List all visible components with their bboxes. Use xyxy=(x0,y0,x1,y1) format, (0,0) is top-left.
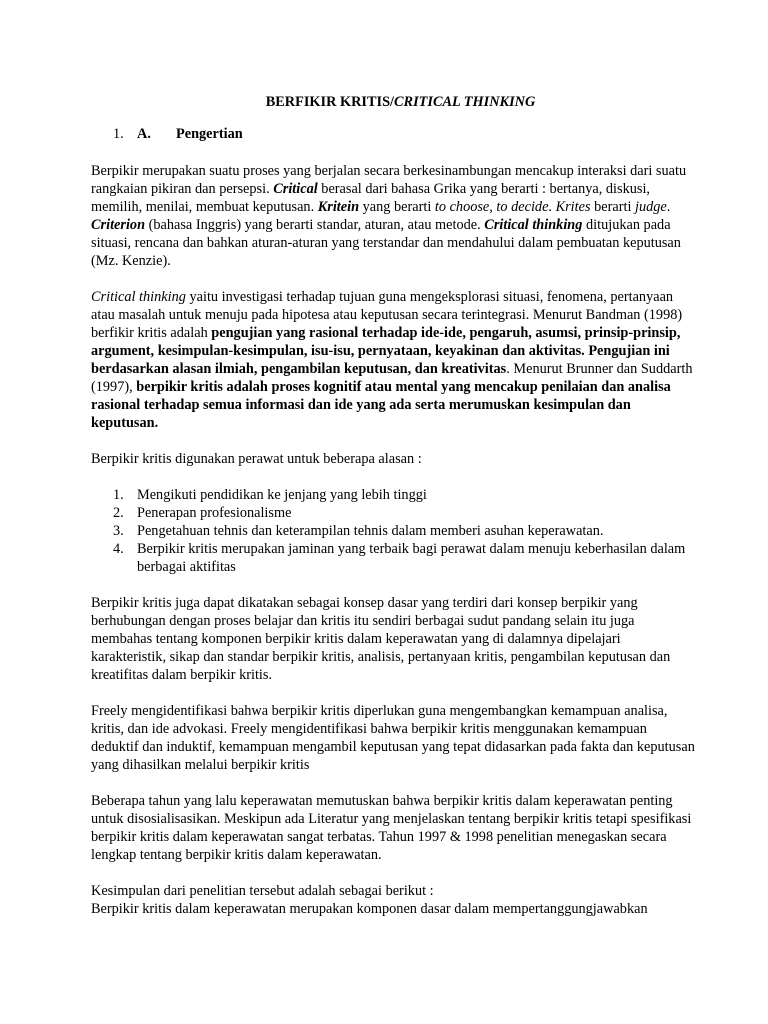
paragraph-conclusion: Berpikir kritis dalam keperawatan merupakan komponen dasar dalam mempertanggungjawabkan xyxy=(91,901,648,917)
paragraph-history: Beberapa tahun yang lalu keperawatan memutuskan bahwa berpikir kritis dalam keperawatan penting untuk disosialisasikan. Meskipun ada Literatur yang menjelaskan tentang berpikir kritis tetapi spesifikasi berpikir kritis dalam keperawatan sangat terbatas. Tahun 1997 & 1998 penelitian menegaskan secara lengkap tentang berpikir kritis dalam keperawatan. xyxy=(91,793,692,863)
section-heading xyxy=(91,125,698,143)
paragraph-freely: Freely mengidentifikasi bahwa berpikir kritis diperlukan guna mengembangkan kemampuan analisa, kritis, dan ide advokasi. Freely mengidentifikasi bahwa berpikir kritis menggunakan kemampuan deduktif dan induktif, kemampuan mengambil keputusan yang tepat didasarkan pada fakta dan keputusan yang dihasilkan melalui berpikir kritis xyxy=(91,703,695,773)
section-number: 1. xyxy=(113,126,124,142)
reasons-list xyxy=(91,486,698,576)
list-item: 4. Berpikir kritis merupakan jaminan yang terbaik bagi perawat dalam menuju keberhasilan dalam berbagai aktifitas xyxy=(113,541,686,575)
list-item: 3. Pengetahuan tehnis dan keterampilan tehnis dalam memberi asuhan keperawatan. xyxy=(113,523,604,539)
title-main: BERFIKIR KRITIS/ xyxy=(265,94,395,110)
list-item: 1. Mengikuti pendidikan ke jenjang yang lebih tinggi xyxy=(113,487,427,503)
document-title xyxy=(91,93,698,111)
paragraph-reasons-intro: Berpikir kritis digunakan perawat untuk beberapa alasan : xyxy=(91,451,422,467)
section-heading-text: Pengertian xyxy=(176,126,243,142)
paragraph-definition: Berpikir merupakan suatu proses yang berjalan secara berkesinambungan mencakup interaksi dari suatu rangkaian pikiran dan persepsi. Critical berasal dari bahasa Grika yang berarti : bertanya, diskusi, memilih, menilai, membuat keputusan. Kritein yang berarti to choose, to decide. Krites berarti judge. Criterion (bahasa Inggris) yang berarti standar, aturan, atau metode. Critical thinking ditujukan pada situasi, rencana dan bahkan aturan-aturan yang terstandar dan mendahului dalam pembuatan keputusan (Mz. Kenzie). xyxy=(91,163,687,269)
list-item: 2. Penerapan profesionalisme xyxy=(113,505,292,521)
paragraph-concept: Berpikir kritis juga dapat dikatakan sebagai konsep dasar yang terdiri dari konsep berpikir yang berhubungan dengan proses belajar dan kritis itu sendiri berbagai sudut pandang selain itu juga membahas tentang komponen berpikir kritis dalam keperawatan yang di dalamnya dipelajari karakteristik, sikap dan standar berpikir kritis, analisis, pertanyaan kritis, pengambilan keputusan dan kreatifitas dalam berpikir kritis. xyxy=(91,595,671,683)
title-italic: CRITICAL THINKING xyxy=(394,94,536,110)
section-letter: A. xyxy=(137,126,151,142)
paragraph-critical-thinking: Critical thinking yaitu investigasi terhadap tujuan guna mengeksplorasi situasi, fenomena, pertanyaan atau masalah untuk menuju pada hipotesa atau keputusan secara terintegrasi. Menurut Bandman (1998) berfikir kritis adalah pengujian yang rasional terhadap ide-ide, pengaruh, asumsi, prinsip-prinsip, argument, kesimpulan-kesimpulan, isu-isu, pernyataan, keyakinan dan aktivitas. Pengujian ini berdasarkan alasan ilmiah, pengambilan keputusan, dan kreativitas. Menurut Brunner dan Suddarth (1997), berpikir kritis adalah proses kognitif atau mental yang mencakup penilaian dan analisa rasional terhadap semua informasi dan ide yang ada serta merumuskan kesimpulan dan keputusan. xyxy=(91,289,693,431)
paragraph-conclusion-intro: Kesimpulan dari penelitian tersebut adalah sebagai berikut : xyxy=(91,883,434,899)
